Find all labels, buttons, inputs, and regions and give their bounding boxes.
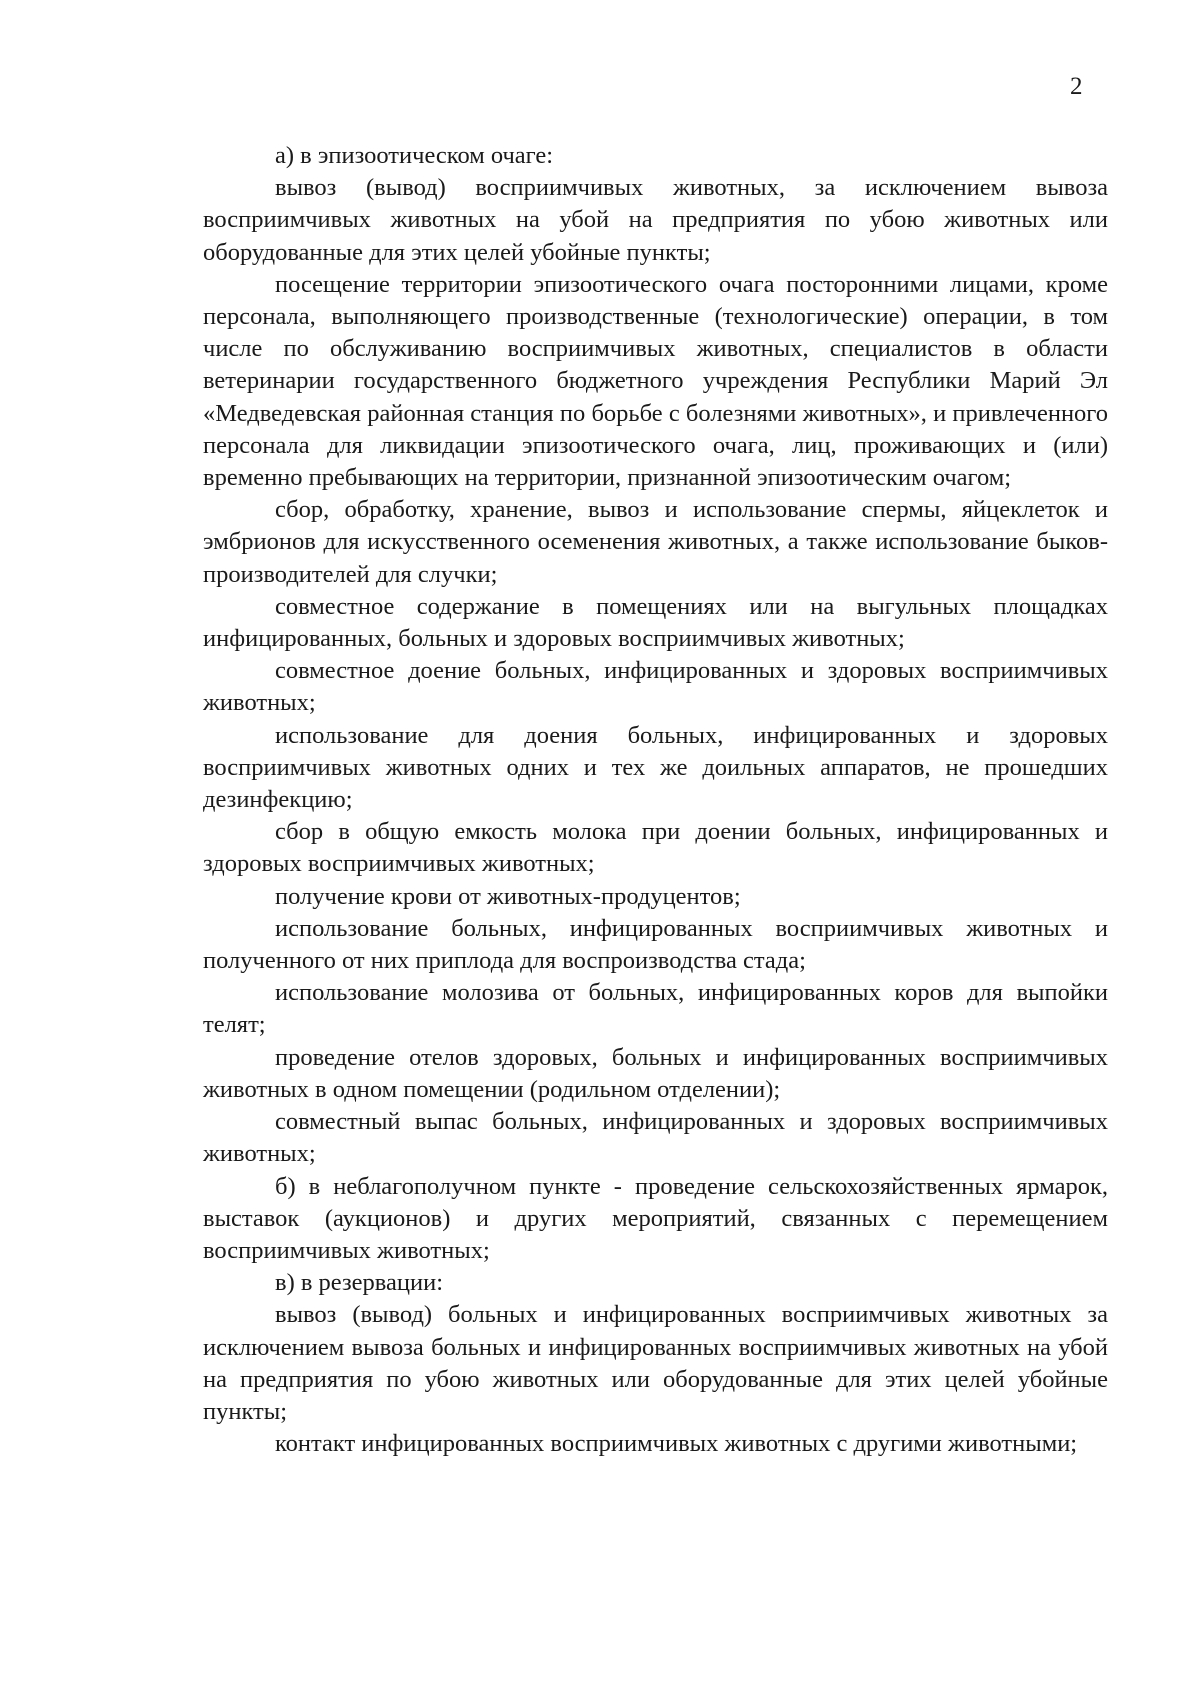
document-body	[203, 140, 1108, 1460]
paragraph-export-animals: вывоз (вывод) восприимчивых животных, за исключением вывоза восприимчивых животных на убой на предприятия по убою животных или оборудованные для этих целей убойные пункты;	[203, 174, 1108, 266]
paragraph-milk-collection: сбор в общую емкость молока при доении больных, инфицированных и здоровых восприимчивых животных;	[203, 818, 1108, 878]
paragraph-joint-grazing: совместный выпас больных, инфицированных и здоровых восприимчивых животных;	[203, 1108, 1108, 1168]
paragraph-joint-milking: совместное доение больных, инфицированных и здоровых восприимчивых животных;	[203, 657, 1108, 717]
paragraph-milking-machines: использование для доения больных, инфицированных и здоровых восприимчивых животных одних и тех же доильных аппаратов, не прошедших дезинфекцию;	[203, 721, 1108, 814]
paragraph-item-c-heading: в) в резервации:	[275, 1269, 444, 1297]
paragraph-sperm-collection: сбор, обработку, хранение, вывоз и использование спермы, яйцеклеток и эмбрионов для искусственного осеменения животных, а также использование быков-производителей для случки;	[203, 496, 1108, 588]
paragraph-visiting-territory: посещение территории эпизоотического очага посторонними лицами, кроме персонала, выполняющего производственные (технологические) операции, в том числе по обслуживанию восприимчивых животных, специалистов в области ветеринарии государственного бюджетного учреждения Республики Марий Эл «Медведевская районная станция по борьбе с болезнями животных», и привлеченного персонала для ликвидации эпизоотического очага, лиц, проживающих и (или) временно пребывающих на территории, признанной эпизоотическим очагом;	[203, 270, 1108, 492]
paragraph-contact-animals: контакт инфицированных восприимчивых животных с другими животными;	[275, 1430, 1078, 1458]
paragraph-herd-reproduction: использование больных, инфицированных восприимчивых животных и полученного от них приплода для воспроизводства стада;	[203, 914, 1108, 975]
paragraph-item-b-fairs: б) в неблагополучном пункте - проведение сельскохозяйственных ярмарок, выставок (аукционов) и других мероприятий, связанных с перемещением восприимчивых животных;	[203, 1172, 1108, 1264]
paragraph-blood-collection: получение крови от животных-продуцентов;	[275, 882, 741, 910]
paragraph-reservation-export: вывоз (вывод) больных и инфицированных восприимчивых животных за исключением вывоза больных и инфицированных восприимчивых животных на убой на предприятия по убою животных или оборудованные для этих целей убойные пункты;	[203, 1301, 1108, 1425]
paragraph-calving: проведение отелов здоровых, больных и инфицированных восприимчивых животных в одном помещении (родильном отделении);	[203, 1043, 1108, 1103]
paragraph-colostrum-use: использование молозива от больных, инфицированных коров для выпойки телят;	[203, 979, 1108, 1039]
page-number: 2	[1070, 73, 1083, 100]
paragraph-joint-keeping: совместное содержание в помещениях или на выгульных площадках инфицированных, больных и здоровых восприимчивых животных;	[203, 592, 1108, 653]
paragraph-item-a-heading: а) в эпизоотическом очаге:	[275, 142, 554, 169]
